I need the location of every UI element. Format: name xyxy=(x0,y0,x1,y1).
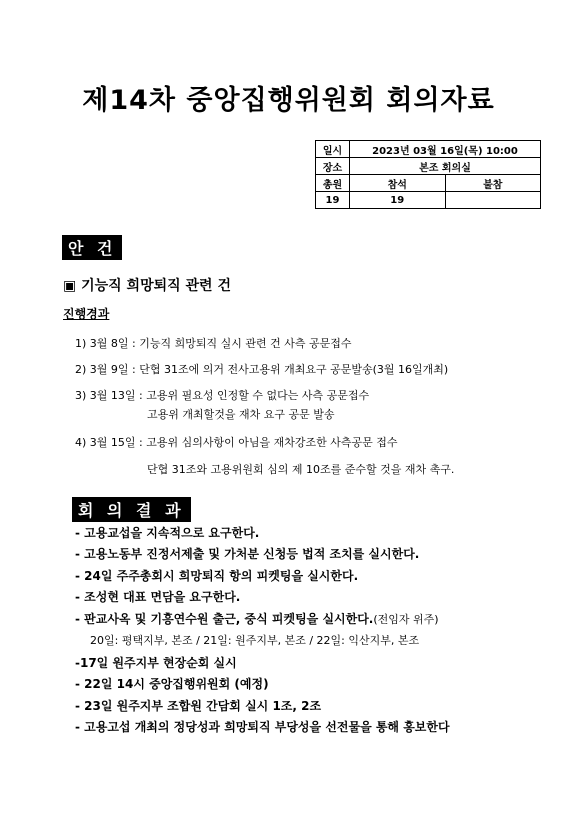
agenda-header: 안 건 xyxy=(62,235,122,260)
progress-item: 3) 3월 13일 : 고용위 필요성 인정할 수 없다는 사측 공문접수 xyxy=(75,389,370,402)
agenda-item: ▣ 기능직 희망퇴직 관련 건 xyxy=(63,278,231,294)
result-item: - 고용고섭 개최의 정당성과 희망퇴직 부당성을 선전물을 통해 홍보한다 xyxy=(75,720,450,734)
meeting-info-table xyxy=(315,140,541,209)
results-header: 회 의 결 과 xyxy=(72,497,191,522)
result-item: - 고용노동부 진정서제출 및 가처분 신청등 법적 조치를 실시한다. xyxy=(75,547,420,561)
progress-item: 1) 3월 8일 : 기능직 희망퇴직 실시 관련 건 사측 공문접수 xyxy=(75,337,352,350)
date-value: 2023년 03월 16일(목) 10:00 xyxy=(350,141,541,158)
result-item: - 24일 주주총회시 희망퇴직 항의 피켓팅을 실시한다. xyxy=(75,569,359,583)
result-item: - 23일 원주지부 조합원 간담회 실시 1조, 2조 xyxy=(75,699,322,713)
absent-label: 불참 xyxy=(445,175,541,192)
progress-item-cont: 단협 31조와 고용위원회 심의 제 10조를 준수할 것을 재차 촉구. xyxy=(147,463,455,476)
result-item: - 고용교섭을 지속적으로 요구한다. xyxy=(75,526,260,540)
progress-item-cont: 고용위 개최할것을 재차 요구 공문 발송 xyxy=(147,408,335,421)
result-item: - 22일 14시 중앙집행위원회 (예정) xyxy=(75,677,269,691)
attend-label: 참석 xyxy=(350,175,446,192)
progress-item: 4) 3월 15일 : 고용위 심의사항이 아님을 재차강조한 사측공문 접수 xyxy=(75,436,398,449)
progress-item: 2) 3월 9일 : 단협 31조에 의거 전사고용위 개최요구 공문발송(3월 16일개최) xyxy=(75,363,449,376)
attend-value: 19 xyxy=(350,192,446,209)
result-text: - 판교사옥 및 기흥연수원 출근, 중식 피켓팅을 실시한다. xyxy=(75,612,374,626)
result-schedule: 20일: 평택지부, 본조 / 21일: 원주지부, 본조 / 22일: 익산지부, 본조 xyxy=(90,634,420,647)
total-label: 총원 xyxy=(316,175,350,192)
result-item: -17일 원주지부 현장순회 실시 xyxy=(75,656,237,670)
place-value: 본조 회의실 xyxy=(350,158,541,175)
date-label: 일시 xyxy=(316,141,350,158)
absent-value xyxy=(445,192,541,209)
total-value: 19 xyxy=(316,192,350,209)
page-title: 제14차 중앙집행위원회 회의자료 xyxy=(82,85,495,116)
result-note: (전임자 위주) xyxy=(373,613,439,626)
result-item: - 조성현 대표 면담을 요구한다. xyxy=(75,590,241,604)
place-label: 장소 xyxy=(316,158,350,175)
result-item xyxy=(75,610,439,627)
progress-label: 진행경과 xyxy=(63,307,110,321)
